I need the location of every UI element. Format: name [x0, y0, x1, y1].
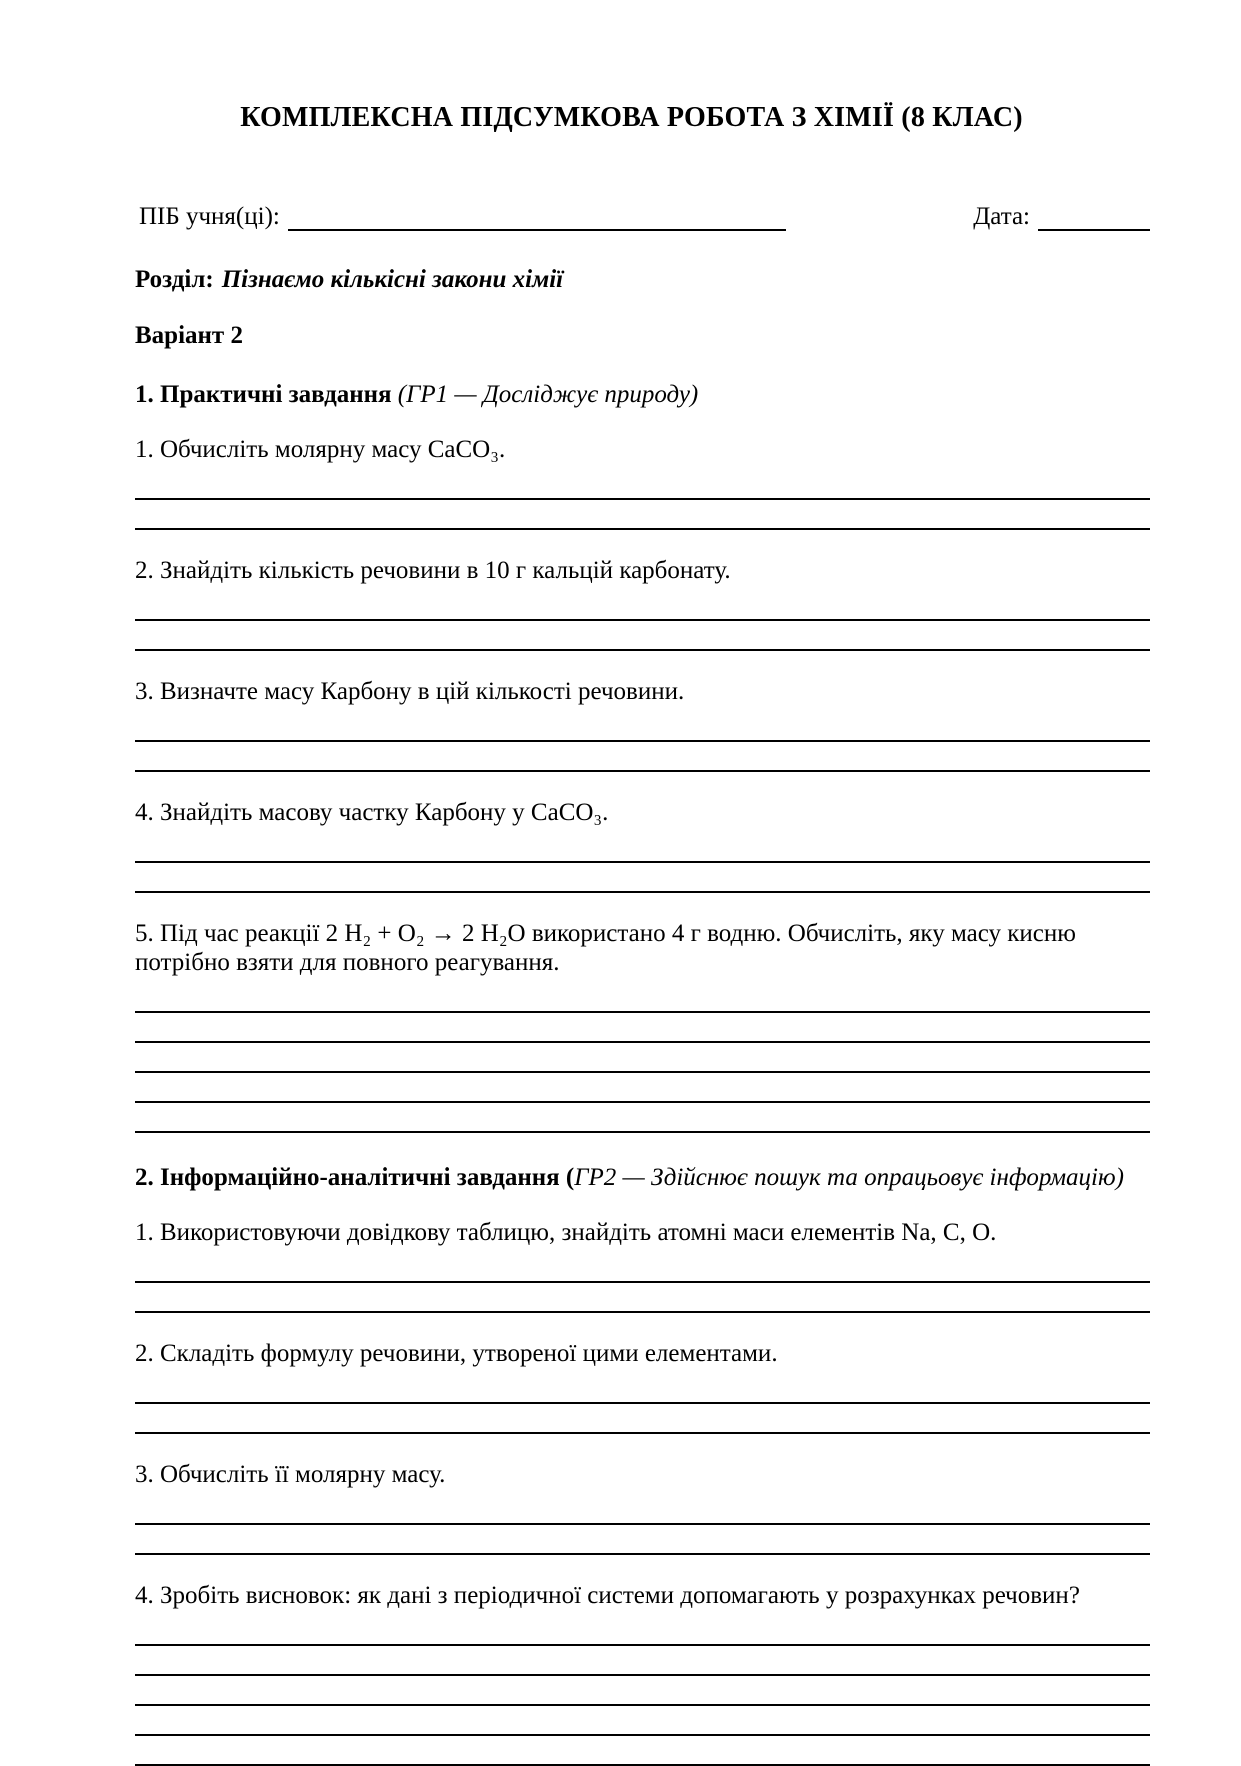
answer-lines	[135, 1253, 1150, 1313]
answer-line[interactable]	[135, 1404, 1150, 1434]
answer-lines	[135, 1616, 1150, 1766]
answer-line[interactable]	[135, 742, 1150, 772]
variant-label: Варіант 2	[135, 322, 243, 349]
answer-line[interactable]	[135, 712, 1150, 742]
answer-lines	[135, 983, 1150, 1133]
question-text: 2. Складіть формулу речовини, утвореної цими елементами.	[135, 1340, 778, 1367]
question-text: 5. Під час реакції 2 Н₂ + О₂ → 2 Н₂О використано 4 г водню. Обчисліть, яку масу кисню потрібно взяти для повного реагування.	[135, 920, 1076, 976]
question-block	[135, 1339, 1150, 1434]
question-text: 3. Обчисліть її молярну масу.	[135, 1461, 446, 1488]
answer-lines	[135, 591, 1150, 651]
answer-line[interactable]	[135, 1073, 1150, 1103]
question-block	[135, 798, 1150, 893]
answer-line[interactable]	[135, 1253, 1150, 1283]
question-block	[135, 435, 1150, 530]
answer-line[interactable]	[135, 1525, 1150, 1555]
section-heading-bold: 2. Інформаційно-аналітичні завдання (	[135, 1164, 575, 1191]
question-text: 4. Зробіть висновок: як дані з періодичної системи допомагають у розрахунках речовин?	[135, 1582, 1080, 1609]
question-block	[135, 1581, 1150, 1766]
answer-line[interactable]	[135, 1646, 1150, 1676]
answer-line[interactable]	[135, 500, 1150, 530]
question-text: 1. Використовуючи довідкову таблицю, знайдіть атомні маси елементів Na, C, O.	[135, 1219, 997, 1246]
date-label: Дата:	[973, 203, 1030, 230]
answer-lines	[135, 1374, 1150, 1434]
page-title: КОМПЛЕКСНА ПІДСУМКОВА РОБОТА З ХІМІЇ (8 КЛАС)	[240, 102, 1023, 133]
question-block	[135, 1460, 1150, 1555]
answer-line[interactable]	[135, 1103, 1150, 1133]
question-text: 4. Знайдіть масову частку Карбону у CaCO₃.	[135, 799, 609, 826]
question-block	[135, 556, 1150, 651]
answer-line[interactable]	[135, 983, 1150, 1013]
section-heading-italic: (ГР1 — Досліджує природу)	[397, 381, 699, 408]
answer-line[interactable]	[135, 591, 1150, 621]
question-block	[135, 1218, 1150, 1313]
section-heading	[135, 380, 1150, 409]
chapter-row	[135, 265, 1150, 294]
answer-line[interactable]	[135, 1616, 1150, 1646]
worksheet-body	[135, 380, 1150, 1766]
chapter-title: Пізнаємо кількісні закони хімії	[221, 266, 564, 293]
answer-line[interactable]	[135, 1043, 1150, 1073]
student-name-label: ПІБ учня(ці):	[139, 203, 280, 230]
answer-line[interactable]	[135, 621, 1150, 651]
answer-line[interactable]	[135, 1736, 1150, 1766]
question-block	[135, 677, 1150, 772]
question-text: 2. Знайдіть кількість речовини в 10 г кальцій карбонату.	[135, 557, 731, 584]
answer-lines	[135, 712, 1150, 772]
question-block	[135, 919, 1150, 1133]
chapter-label: Розділ:	[135, 266, 214, 293]
answer-line[interactable]	[135, 1706, 1150, 1736]
question-text: 3. Визначте масу Карбону в цій кількості речовини.	[135, 678, 685, 705]
question-text: 1. Обчисліть молярну масу CaCO₃.	[135, 436, 506, 463]
section-heading	[135, 1163, 1150, 1192]
answer-line[interactable]	[135, 1495, 1150, 1525]
student-name-blank[interactable]	[288, 203, 786, 231]
answer-line[interactable]	[135, 1013, 1150, 1043]
answer-line[interactable]	[135, 1283, 1150, 1313]
name-date-row	[135, 202, 1150, 231]
answer-lines	[135, 470, 1150, 530]
answer-line[interactable]	[135, 863, 1150, 893]
answer-lines	[135, 833, 1150, 893]
answer-line[interactable]	[135, 833, 1150, 863]
section-heading-italic: ГР2 — Здійснює пошук та опрацьовує інформацію)	[574, 1164, 1124, 1191]
section-heading-bold: 1. Практичні завдання	[135, 381, 398, 408]
answer-line[interactable]	[135, 1676, 1150, 1706]
answer-line[interactable]	[135, 470, 1150, 500]
answer-line[interactable]	[135, 1374, 1150, 1404]
date-blank[interactable]	[1038, 203, 1150, 231]
answer-lines	[135, 1495, 1150, 1555]
